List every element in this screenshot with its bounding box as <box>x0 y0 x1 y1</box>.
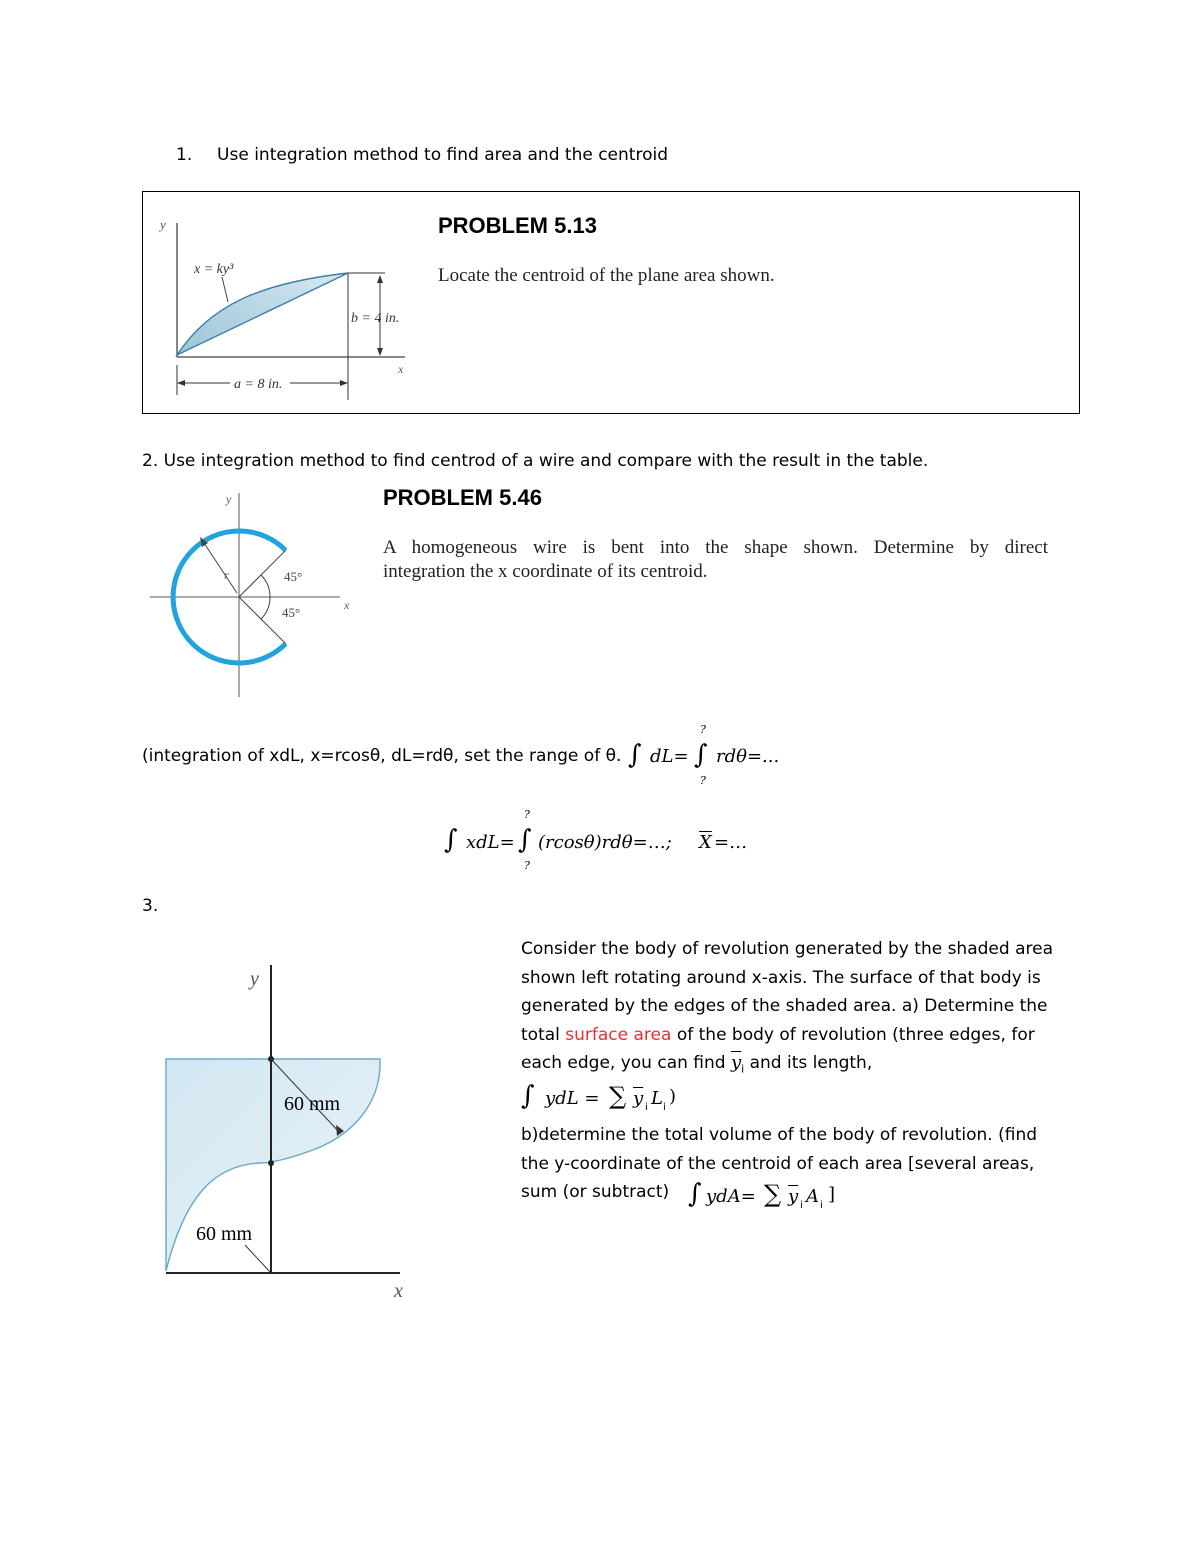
b-arrow-top <box>377 275 383 283</box>
length-subscript: i <box>663 1102 666 1113</box>
surface-formula <box>521 1080 721 1120</box>
close-bracket: ] <box>828 1184 836 1205</box>
curve-leader <box>222 277 228 302</box>
radius-label: r <box>224 568 229 582</box>
curve-equation-label: x = ky³ <box>194 262 234 277</box>
radius-line-bottom <box>245 1245 271 1273</box>
question-1-text: Use integration method to find area and the centroid <box>217 145 668 165</box>
y-bar-symbol: $\overline{y}$ <box>788 1186 799 1207</box>
hint-upper-limit: ? <box>700 723 706 736</box>
centroid-upper-limit: ? <box>524 808 530 821</box>
centroid-lower-limit: ? <box>524 859 530 872</box>
y-axis-label: y <box>226 492 232 506</box>
problem-5-13-text: Locate the centroid of the plane area shown. <box>438 265 775 286</box>
a-dimension-label: a = 8 in. <box>234 377 283 392</box>
length-symbol: L <box>651 1088 663 1109</box>
x-bar-symbol: $\overline{X}$ <box>699 832 712 853</box>
angle-arc-bottom <box>261 597 270 619</box>
volume-formula-lhs: ydA= <box>706 1186 756 1207</box>
q3-text-b: b)determine the total volume of the body of revolution. (find the y-coordinate of the centroid of each area [several areas, sum (or subtract) <box>521 1125 1038 1202</box>
angle-arc-top <box>261 575 270 597</box>
problem-5-46-text-line1: A homogeneous wire is bent into the shape shown. Determine by direct <box>383 537 1048 558</box>
centroid-formula-rhs: (rcosθ)rdθ=…; <box>538 832 672 853</box>
y-bar-symbol: $\overline{y}$ <box>633 1088 644 1109</box>
top-radius-label: 60 mm <box>284 1093 341 1115</box>
body-of-revolution-figure <box>150 955 420 1305</box>
a-arrow-left <box>177 380 185 386</box>
problem-5-46-figure <box>140 485 370 705</box>
angle-label-top: 45° <box>284 569 303 584</box>
hint-formula-rhs: rdθ=... <box>716 746 780 767</box>
shaded-area <box>177 273 348 355</box>
q3-surface-area-highlight: surface area <box>565 1024 672 1045</box>
problem-5-46-title: PROBLEM 5.46 <box>383 485 542 510</box>
area-symbol: A <box>806 1186 819 1207</box>
integral-sign: ∫ <box>521 1081 535 1111</box>
question-1-number: 1. <box>176 145 193 165</box>
mid-point <box>268 1160 274 1166</box>
q3-text-part1: Consider the body of revolution generated by the shaded area shown left rotating around x-axis. The surface of that body is generated by the edges of the shaded area. a) Determine the total <box>521 939 1053 1045</box>
centroid-formula-lhs: xdL= <box>466 832 515 853</box>
hint-formula-lhs: dL= <box>650 746 689 767</box>
y-axis-label: y <box>160 217 166 232</box>
b-arrow-bottom <box>377 348 383 356</box>
hint-lower-limit: ? <box>700 774 706 787</box>
radial-line-top <box>239 550 286 597</box>
integral-sign: ∫ <box>688 1179 702 1209</box>
sum-sign: ∑ <box>764 1180 782 1208</box>
question-3-number: 3. <box>142 896 159 916</box>
y-bar-subscript: i <box>800 1200 803 1211</box>
y-axis-label: y <box>250 968 259 990</box>
problem-5-13-figure <box>150 205 420 410</box>
centroid-formula <box>444 805 774 875</box>
y-bar-subscript: i <box>645 1102 648 1113</box>
question-3-paragraph-a <box>521 935 1066 1084</box>
x-axis-label: x <box>398 362 404 376</box>
x-bar-value: =… <box>714 832 748 853</box>
y-bar-subscript: i <box>741 1062 745 1076</box>
close-paren: ) <box>669 1086 677 1107</box>
question-2-text: 2. Use integration method to find centrod of a wire and compare with the result in the table. <box>142 451 929 471</box>
angle-label-bottom: 45° <box>282 605 301 620</box>
bottom-radius-label: 60 mm <box>196 1223 253 1245</box>
hint-text: (integration of xdL, x=rcosθ, dL=rdθ, set the range of θ. <box>142 746 622 766</box>
b-dimension-label: b = 4 in. <box>351 311 400 326</box>
integral-sign: ∫ <box>518 825 532 855</box>
y-bar-symbol: $\overline{y}$ <box>730 1052 742 1073</box>
x-axis-label: x <box>394 1280 403 1302</box>
integral-sign: ∫ <box>444 825 458 855</box>
integral-sign: ∫ <box>628 740 642 770</box>
surface-formula-lhs: ydL = <box>545 1088 600 1109</box>
question-1 <box>176 145 668 165</box>
area-subscript: i <box>820 1200 823 1211</box>
radius-leader <box>204 543 237 593</box>
q3-text-part3: and its length, <box>744 1053 873 1073</box>
problem-5-46-text-line2: integration the x coordinate of its centroid. <box>383 561 708 582</box>
sum-sign: ∑ <box>609 1082 627 1110</box>
a-arrow-right <box>340 380 348 386</box>
problem-5-13-title: PROBLEM 5.13 <box>438 213 597 238</box>
integral-sign: ∫ <box>694 740 708 770</box>
hint-formula <box>628 720 798 790</box>
q3-text-part2: of the body of revolution (three edges, for each edge, you can find <box>521 1024 1035 1073</box>
x-axis-label: x <box>344 598 350 612</box>
radial-line-bottom <box>239 597 286 644</box>
volume-formula <box>688 1178 858 1218</box>
